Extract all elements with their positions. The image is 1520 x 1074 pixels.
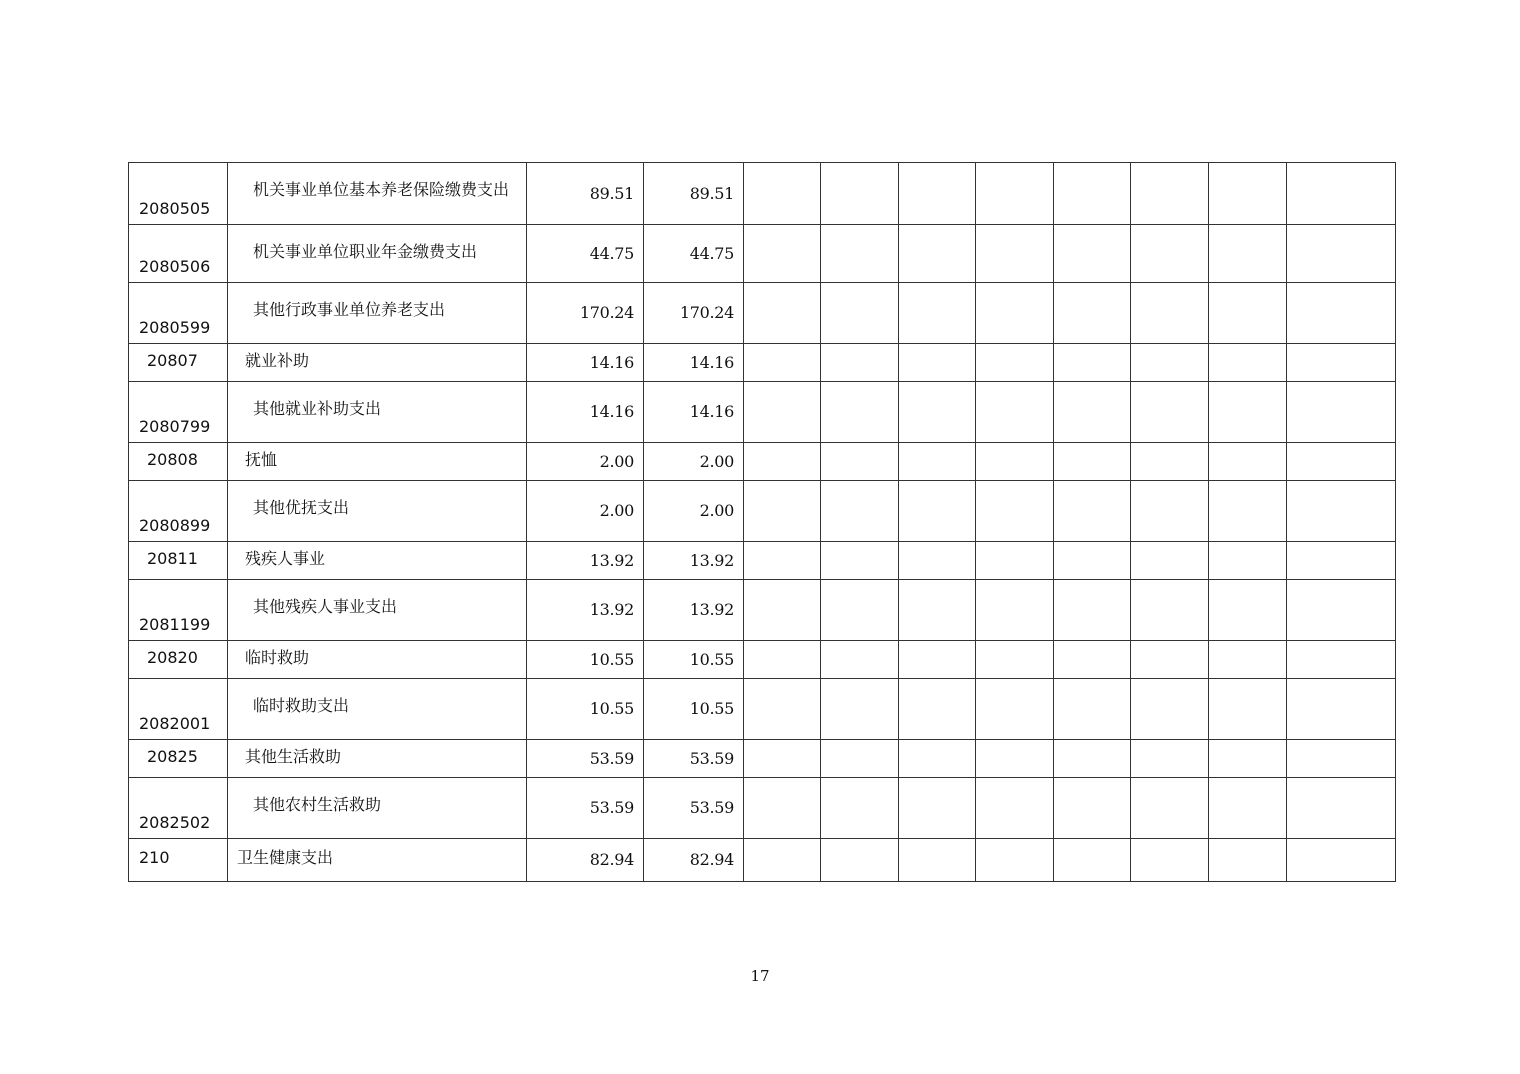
total-amount-cell: 13.92 (527, 542, 644, 580)
empty-cell (821, 481, 899, 542)
empty-cell (976, 225, 1054, 283)
subject-name-cell: 残疾人事业 (228, 542, 527, 580)
empty-cell (821, 580, 899, 641)
subject-code-cell: 2082502 (129, 778, 228, 839)
empty-cell (1131, 641, 1209, 679)
basic-amount-cell: 10.55 (644, 679, 744, 740)
total-amount-cell: 10.55 (527, 679, 644, 740)
empty-cell (821, 740, 899, 778)
empty-cell (899, 283, 976, 344)
empty-cell (899, 740, 976, 778)
empty-cell (1209, 839, 1287, 882)
empty-cell (1287, 542, 1396, 580)
empty-cell (1131, 839, 1209, 882)
empty-cell (1054, 580, 1131, 641)
empty-cell (1131, 163, 1209, 225)
table-row (129, 839, 1396, 882)
empty-cell (1054, 225, 1131, 283)
empty-cell (1131, 481, 1209, 542)
empty-cell (1209, 679, 1287, 740)
total-amount-cell: 53.59 (527, 740, 644, 778)
subject-name-cell: 其他行政事业单位养老支出 (228, 283, 527, 344)
empty-cell (821, 283, 899, 344)
table-row (129, 679, 1396, 740)
empty-cell (821, 839, 899, 882)
empty-cell (976, 641, 1054, 679)
empty-cell (744, 443, 821, 481)
empty-cell (1054, 283, 1131, 344)
empty-cell (1131, 225, 1209, 283)
subject-name-cell: 机关事业单位基本养老保险缴费支出 (228, 163, 527, 225)
table-row (129, 283, 1396, 344)
empty-cell (1131, 443, 1209, 481)
empty-cell (1131, 778, 1209, 839)
empty-cell (976, 443, 1054, 481)
empty-cell (899, 225, 976, 283)
empty-cell (821, 641, 899, 679)
empty-cell (744, 778, 821, 839)
subject-name-cell: 就业补助 (228, 344, 527, 382)
empty-cell (744, 641, 821, 679)
basic-amount-cell: 2.00 (644, 443, 744, 481)
empty-cell (1131, 542, 1209, 580)
empty-cell (744, 542, 821, 580)
empty-cell (1209, 163, 1287, 225)
basic-amount-cell: 170.24 (644, 283, 744, 344)
empty-cell (1054, 382, 1131, 443)
empty-cell (899, 641, 976, 679)
empty-cell (744, 283, 821, 344)
empty-cell (744, 225, 821, 283)
empty-cell (1054, 163, 1131, 225)
empty-cell (821, 163, 899, 225)
empty-cell (1131, 580, 1209, 641)
basic-amount-cell: 44.75 (644, 225, 744, 283)
basic-amount-cell: 53.59 (644, 740, 744, 778)
empty-cell (899, 679, 976, 740)
empty-cell (899, 839, 976, 882)
empty-cell (821, 443, 899, 481)
budget-table (128, 162, 1396, 882)
empty-cell (976, 344, 1054, 382)
table-row (129, 481, 1396, 542)
empty-cell (1209, 778, 1287, 839)
empty-cell (821, 344, 899, 382)
basic-amount-cell: 89.51 (644, 163, 744, 225)
empty-cell (1287, 580, 1396, 641)
table-row (129, 163, 1396, 225)
empty-cell (976, 481, 1054, 542)
subject-name-cell: 临时救助支出 (228, 679, 527, 740)
subject-name-cell: 临时救助 (228, 641, 527, 679)
empty-cell (1287, 163, 1396, 225)
subject-code-cell: 20820 (129, 641, 228, 679)
table-row (129, 580, 1396, 641)
empty-cell (1054, 641, 1131, 679)
empty-cell (1131, 283, 1209, 344)
table-row (129, 443, 1396, 481)
empty-cell (976, 679, 1054, 740)
total-amount-cell: 82.94 (527, 839, 644, 882)
basic-amount-cell: 13.92 (644, 542, 744, 580)
empty-cell (1209, 481, 1287, 542)
empty-cell (899, 481, 976, 542)
subject-code-cell: 2080799 (129, 382, 228, 443)
empty-cell (1209, 283, 1287, 344)
empty-cell (1131, 344, 1209, 382)
empty-cell (1287, 778, 1396, 839)
empty-cell (1054, 778, 1131, 839)
basic-amount-cell: 14.16 (644, 382, 744, 443)
empty-cell (1209, 225, 1287, 283)
empty-cell (1287, 443, 1396, 481)
empty-cell (1287, 283, 1396, 344)
empty-cell (744, 839, 821, 882)
subject-code-cell: 2082001 (129, 679, 228, 740)
empty-cell (1287, 344, 1396, 382)
empty-cell (1054, 443, 1131, 481)
total-amount-cell: 89.51 (527, 163, 644, 225)
table-row (129, 225, 1396, 283)
basic-amount-cell: 13.92 (644, 580, 744, 641)
empty-cell (744, 580, 821, 641)
empty-cell (1287, 481, 1396, 542)
subject-code-cell: 2080899 (129, 481, 228, 542)
basic-amount-cell: 82.94 (644, 839, 744, 882)
subject-code-cell: 20807 (129, 344, 228, 382)
empty-cell (976, 740, 1054, 778)
subject-code-cell: 20808 (129, 443, 228, 481)
subject-name-cell: 其他农村生活救助 (228, 778, 527, 839)
empty-cell (976, 283, 1054, 344)
table-row (129, 740, 1396, 778)
empty-cell (1209, 580, 1287, 641)
empty-cell (1287, 839, 1396, 882)
empty-cell (821, 225, 899, 283)
total-amount-cell: 2.00 (527, 481, 644, 542)
empty-cell (899, 163, 976, 225)
subject-code-cell: 210 (129, 839, 228, 882)
total-amount-cell: 13.92 (527, 580, 644, 641)
empty-cell (976, 382, 1054, 443)
empty-cell (821, 542, 899, 580)
total-amount-cell: 14.16 (527, 344, 644, 382)
page-number: 17 (750, 967, 770, 985)
total-amount-cell: 53.59 (527, 778, 644, 839)
empty-cell (1209, 344, 1287, 382)
subject-code-cell: 20811 (129, 542, 228, 580)
empty-cell (899, 443, 976, 481)
empty-cell (899, 580, 976, 641)
total-amount-cell: 14.16 (527, 382, 644, 443)
subject-name-cell: 其他生活救助 (228, 740, 527, 778)
total-amount-cell: 10.55 (527, 641, 644, 679)
empty-cell (1131, 740, 1209, 778)
empty-cell (821, 679, 899, 740)
total-amount-cell: 170.24 (527, 283, 644, 344)
subject-code-cell: 20825 (129, 740, 228, 778)
basic-amount-cell: 14.16 (644, 344, 744, 382)
table-row (129, 382, 1396, 443)
empty-cell (1054, 481, 1131, 542)
empty-cell (1287, 382, 1396, 443)
empty-cell (744, 344, 821, 382)
empty-cell (1287, 679, 1396, 740)
table-row (129, 641, 1396, 679)
total-amount-cell: 44.75 (527, 225, 644, 283)
empty-cell (1054, 344, 1131, 382)
empty-cell (821, 778, 899, 839)
empty-cell (976, 778, 1054, 839)
empty-cell (1054, 679, 1131, 740)
basic-amount-cell: 10.55 (644, 641, 744, 679)
empty-cell (976, 542, 1054, 580)
subject-name-cell: 其他残疾人事业支出 (228, 580, 527, 641)
empty-cell (899, 778, 976, 839)
empty-cell (1209, 443, 1287, 481)
subject-code-cell: 2080599 (129, 283, 228, 344)
empty-cell (1287, 641, 1396, 679)
empty-cell (976, 163, 1054, 225)
empty-cell (744, 481, 821, 542)
subject-code-cell: 2081199 (129, 580, 228, 641)
empty-cell (1054, 740, 1131, 778)
empty-cell (744, 382, 821, 443)
empty-cell (1287, 225, 1396, 283)
total-amount-cell: 2.00 (527, 443, 644, 481)
empty-cell (744, 163, 821, 225)
empty-cell (1209, 641, 1287, 679)
empty-cell (976, 839, 1054, 882)
empty-cell (1054, 542, 1131, 580)
empty-cell (744, 679, 821, 740)
empty-cell (1209, 542, 1287, 580)
empty-cell (1287, 740, 1396, 778)
table-body (129, 163, 1396, 882)
empty-cell (821, 382, 899, 443)
empty-cell (1209, 382, 1287, 443)
empty-cell (744, 740, 821, 778)
empty-cell (1054, 839, 1131, 882)
subject-name-cell: 抚恤 (228, 443, 527, 481)
table-row (129, 344, 1396, 382)
empty-cell (976, 580, 1054, 641)
subject-name-cell: 机关事业单位职业年金缴费支出 (228, 225, 527, 283)
subject-code-cell: 2080505 (129, 163, 228, 225)
table-row (129, 542, 1396, 580)
empty-cell (899, 542, 976, 580)
table-row (129, 778, 1396, 839)
empty-cell (899, 344, 976, 382)
empty-cell (1131, 382, 1209, 443)
subject-code-cell: 2080506 (129, 225, 228, 283)
basic-amount-cell: 2.00 (644, 481, 744, 542)
basic-amount-cell: 53.59 (644, 778, 744, 839)
empty-cell (1131, 679, 1209, 740)
subject-name-cell: 卫生健康支出 (228, 839, 527, 882)
empty-cell (899, 382, 976, 443)
empty-cell (1209, 740, 1287, 778)
subject-name-cell: 其他就业补助支出 (228, 382, 527, 443)
subject-name-cell: 其他优抚支出 (228, 481, 527, 542)
